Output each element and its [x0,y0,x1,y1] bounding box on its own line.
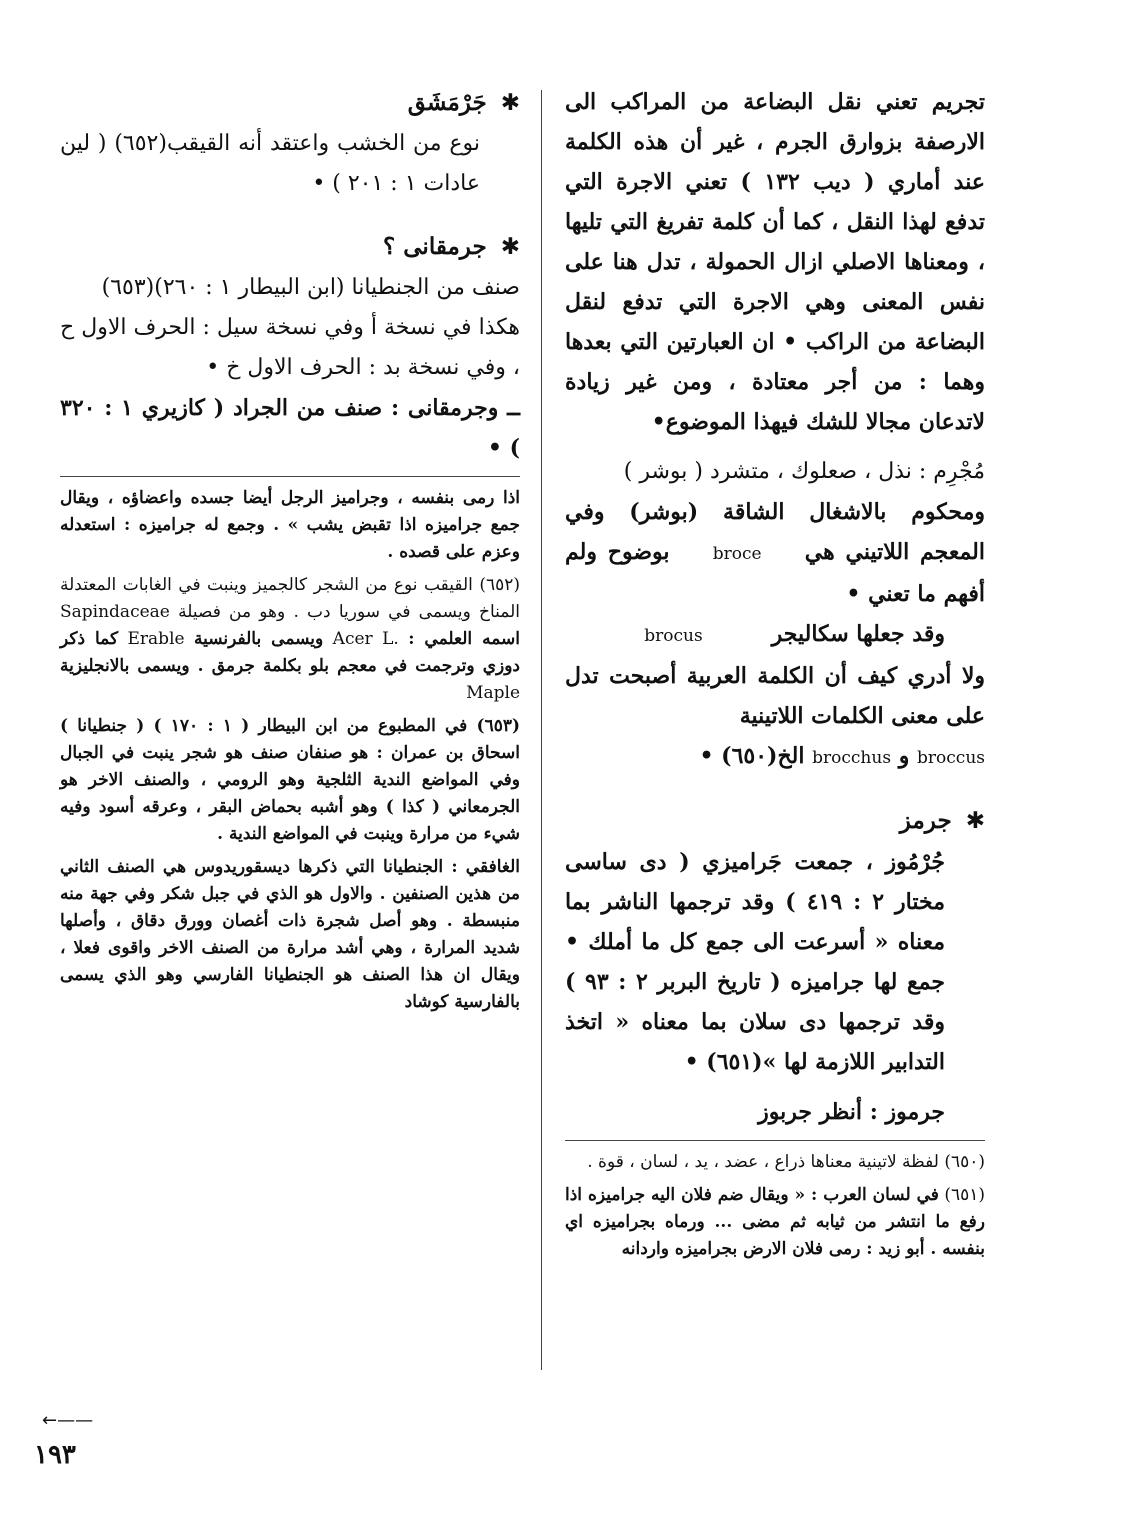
asterisk-icon: ✱ [965,808,985,834]
footnote-rule [565,1140,985,1141]
jarmashq-body: نوع من الخشب واعتقد أنه القيقب(٦٥٢) ( لين عادات ١ : ٢٠١ ) • [60,131,481,196]
latin-brocus: brocus [644,626,703,646]
fn652-text-2: اسمه العلمي : [408,629,520,649]
footnote-653 [60,713,520,848]
broccus-line [565,736,985,778]
jarmouz-see: جرموز : أنظر جربوز [758,1099,945,1125]
jarmaqani-body-1: صنف من الجنطيانا (ابن البيطار ١ : ٢٦٠)(٦٥٣) [101,275,520,300]
latin-sapindaceae: Sapindaceae [60,602,170,622]
page-number: ١٩٣ [34,1440,76,1470]
latin-erable: Erable [127,629,185,649]
mujrim-line: مُجْرِم : نذل ، صعلوك ، متشرد ( بوشر ) [623,459,985,484]
footnote-650-ref: (٦٥٠) [944,1152,985,1172]
column-divider [541,90,542,1370]
continued-footnote-text: اذا رمى بنفسه ، وجراميز الرجل أيضا جسده واعضاؤه ، ويقال جمع جراميزه اذا تقبض يشب » . وجمع له جراميزه : استعدله وعزم على قصده . [60,488,520,562]
right-column [565,82,985,1269]
heading-jarmashq: جَرْمَشَق [407,89,487,116]
etc-ref: الخ(٦٥٠) • [699,743,805,769]
left-column [60,82,520,1022]
jarmaqani-body-3: ــ وجرمقانى : صنف من الجراد ( كازيري ١ : ٣٢٠ ) • [60,395,520,461]
and-word: و [898,743,910,769]
entry-heading-jarmaqani [60,226,520,268]
jarmaqani-body-2: هكذا في نسخة أ وفي نسخة سيل : الحرف الاول ح ، وفي نسخة بد : الحرف الاول خ • [60,315,520,380]
latin-broccus: broccus [917,748,985,768]
scaliger-text: وقد جعلها سكاليجر [771,621,945,647]
continued-footnote [60,485,520,566]
footnote-651-text: في لسان العرب : « ويقال ضم فلان اليه جراميزه اذا رفع ما انتشر من ثيابه ثم مضى ... ورماه بجراميزه اي بنفسه . أبو زيد : رمى فلان الارض بجراميزه واردانه [565,1185,985,1259]
footnote-rule [60,476,520,477]
jarmaz-body: جُرْمُوز ، جمعت جَراميزي ( دى ساسى مختار ٢ : ٤١٩ ) وقد ترجمها الناشر بما معناه « أسرعت الى جمع كل ما أملك • جمع لها جراميزه ( تاريخ البربر ٢ : ٩٣ ) وقد ترجمها دى سلان بما معناه « اتخذ التدابير اللازمة لها »(٦٥١) • [565,849,945,1075]
footnote-651 [565,1182,985,1263]
footnote-650 [565,1149,985,1176]
scaliger-line [565,614,985,656]
asterisk-icon: ✱ [500,90,520,116]
heading-jarmaqani: جرمقانى ؟ [383,233,487,260]
continuation-arrow-icon: ←—— [42,1410,94,1431]
latin-maple: Maple [466,683,520,703]
footnote-651-ref: (٦٥١) [944,1185,985,1205]
mujrim-body-2: بوضوح ولم أفهم ما تعني • [565,539,985,607]
intro-paragraph: تجريم تعني نقل البضاعة من المراكب الى الارصفة بزوارق الجرم ، غير أن هذه الكلمة عند أماري ( ديب ١٣٢ ) تعني الاجرة التي تدفع لهذا النقل ، كما أن كلمة تفريغ التي تليها ، ومعناها الاصلي ازال الحمولة ، تدل هنا على نفس المعنى وهي الاجرة التي تدفع لنقل البضاعة من الراكب • ان العبارتين التي بعدها وهما : من أجر معتادة ، ومن غير زيادة لاتدعان مجالا للشك فيهذا الموضوع• [565,89,985,435]
footnote-652 [60,572,520,707]
scaliger-body: ولا أدري كيف أن الكلمة العربية أصبحت تدل على معنى الكلمات اللاتينية [565,663,985,729]
latin-brocchus: brocchus [812,748,892,768]
fn652-text-1: (٦٥٢) القيقب نوع من الشجر كالجميز وينبت في الغابات المعتدلة المناخ ويسمى في سوريا دب . وهو من فصيلة [60,575,521,622]
fn653-text: (٦٥٣) في المطبوع من ابن البيطار ( ١ : ١٧٠ ) ( جنطيانا ) اسحاق بن عمران : هو صنفان صنف هو شجر ينبت في الجبال وفي المواضع الندية الثلجية وهو الرومي ، والصنف الاخر هو الجرمعاني ( كذا ) وهو أشبه بحماض البقر ، وعرقه أسود وفيه شيء من مرارة وينبت في المواضع الندية . [60,716,521,844]
ghafiqi-text: الغافقي : الجنطيانا التي ذكرها ديسقوريدوس هي الصنف الثاني من هذين الصنفين . والاول هو الذي في جبل شكر وفي جهة منه منبسطة . وهو أصل شجرة ذات أغصان وورق دقاق ، وأصلها شديد المرارة ، وهي أشد مرارة من الصنف الاخر واقوى فعلا ، ويقال ان هذا الصنف هو الجنطيانا الفارسي وهو الذي يسمى بالفارسية كوشاد [60,857,520,1012]
latin-broce: broce [712,544,762,564]
footnote-650-text: لفظة لاتينية معناها ذراع ، عضد ، يد ، لسان ، قوة . [587,1152,939,1172]
entry-heading-jarmashq [60,82,520,124]
entry-heading-jarmaz [565,800,985,842]
mujrim-body-1: ومحكوم بالاشغال الشاقة (بوشر) وفي المعجم اللاتيني هي [565,499,985,565]
ghafiqi-note [60,854,520,1016]
fn652-text-3: ويسمى بالفرنسية [194,629,324,649]
latin-acer: Acer L. [332,629,399,649]
asterisk-icon: ✱ [500,234,520,260]
heading-jarmaz: جرمز [899,807,952,834]
mujrim-body [565,492,985,614]
fn652-text-4: كما ذكر دوزي وترجمت في معجم بلو بكلمة جرمق . ويسمى بالانجليزية [60,629,520,676]
